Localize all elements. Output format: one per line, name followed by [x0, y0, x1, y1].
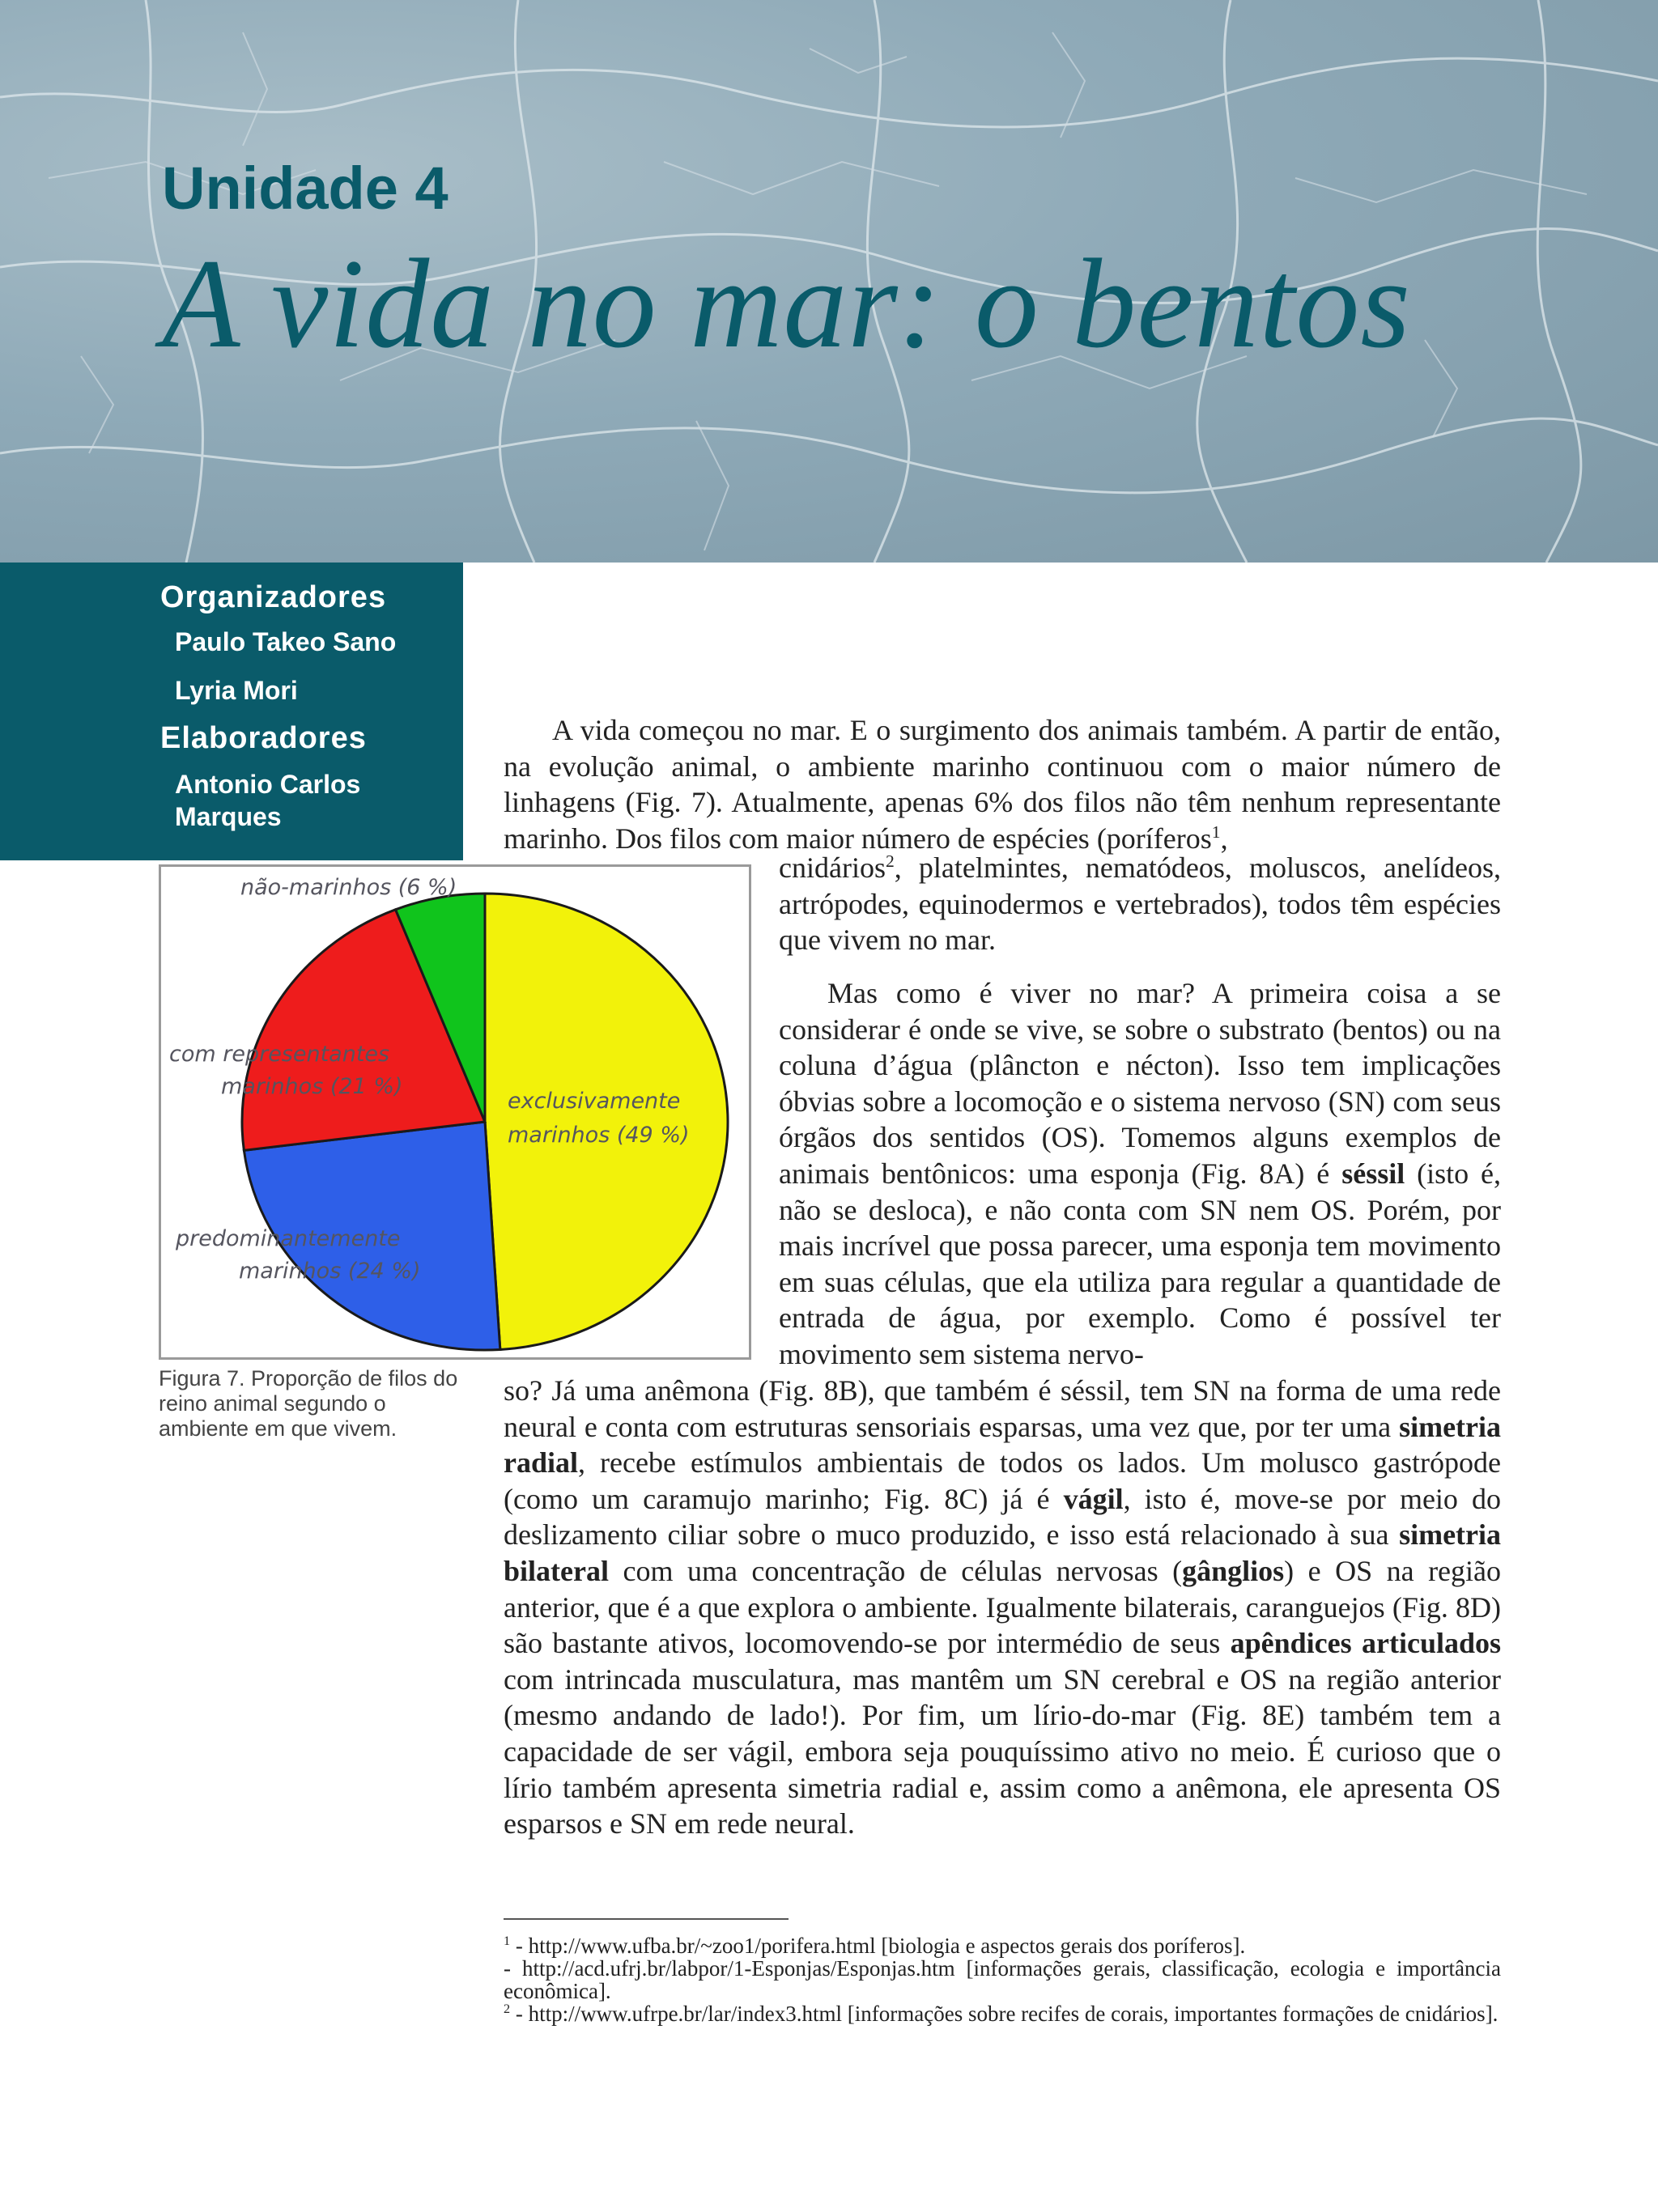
footnote-2: $^2$ - http://www.ufrpe.br/lar/index3.html [informações sobre recifes de corais, importantes formações de cnidários]. [504, 2002, 1499, 2026]
label-predominantemente-1: predominantemente [176, 1226, 401, 1251]
authors-heading: Elaboradores [160, 721, 367, 755]
label-predominantemente-2: marinhos (24 %) [239, 1259, 421, 1284]
pie-chart [161, 867, 749, 1357]
paragraph-2: cnidários$^2$, platelmintes, nematódeos, moluscos, anelídeos, artrópodes, equinodermos e vertebrados), todos têm espécies que vivem no mar. [779, 851, 1501, 957]
footnotes [504, 1934, 1501, 2025]
term-sessil: séssil [1341, 1157, 1405, 1190]
footnote-divider [504, 1918, 789, 1920]
term-simetria-radial: simetria radial [504, 1410, 1502, 1480]
unit-label: Unidade 4 [162, 155, 449, 222]
chapter-title: A vida no mar: o bentos [162, 233, 1411, 375]
pie-slice-exclusivamente-marinhos [485, 894, 728, 1349]
organizer-name: Lyria Mori [175, 676, 298, 705]
term-apendices-articulados: apêndices articulados [1230, 1627, 1501, 1660]
organizer-name: Paulo Takeo Sano [175, 627, 397, 656]
label-exclusivamente-2: marinhos (49 %) [508, 1123, 690, 1148]
credits-box [0, 563, 463, 860]
label-com-representantes-2: marinhos (21 %) [221, 1074, 403, 1099]
term-simetria-bilateral: simetria bilateral [504, 1518, 1502, 1587]
header-banner [0, 0, 1658, 563]
pie-chart-figure [159, 864, 751, 1360]
footnote-1b: - http://acd.ufrj.br/labpor/1-Esponjas/Esponjas.htm [informações gerais, classificação, ecologia e importância econômica]. [504, 1956, 1501, 2003]
footnote-ref-1: 1 [1211, 822, 1221, 842]
term-vagil: vágil [1063, 1482, 1124, 1515]
author-name: Antonio Carlos Marques [175, 770, 361, 831]
label-nao-marinhos: não-marinhos (6 %) [240, 875, 457, 900]
paragraph-4: so? Já uma anêmona (Fig. 8B), que também é séssil, tem SN na forma de uma rede neural e conta com estruturas sensoriais esparsas, uma vez que, por ter uma simetria radial, recebe estímulos ambientais de todos os lados. Um molusco gastrópode (como um caramujo marinho; Fig. 8C) já é vágil, isto é, move-se por meio do deslizamento ciliar sobre o muco produzido, e isso está relacionado à sua simetria bilateral com uma concentração de células nervosas (gânglios) e OS na região anterior, que é a que explora o ambiente. Igualmente bilaterais, caranguejos (Fig. 8D) são bastante ativos, locomovendo-se por intermédio de seus apêndices articulados com intrincada musculatura, mas mantêm um SN cerebral e OS na região anterior (mesmo andando de lado!). Por fim, um lírio-do-mar (Fig. 8E) também tem a capacidade de ser vágil, embora seja pouquíssimo ativo no meio. É curioso que o lírio também apresenta simetria radial e, assim como a anêmona, ele apresenta OS esparsos e SN em rede neural. [504, 1374, 1502, 1841]
organizers-heading: Organizadores [160, 580, 387, 614]
footnote-1: $^1$ - http://www.ufba.br/~zoo1/porifera.html [biologia e aspectos gerais dos poríferos]. [504, 1934, 1246, 1958]
footnote-ref-2: 2 [885, 851, 895, 871]
paragraph-1: A vida começou no mar. E o surgimento dos animais também. A partir de então, na evolução animal, o ambiente marinho continuou com o maior número de linhagens (Fig. 7). Atualmente, apenas 6% dos filos não têm nenhum representante marinho. Dos filos com maior número de espécies (poríferos$^1$, [504, 714, 1501, 855]
label-exclusivamente-1: exclusivamente [508, 1089, 681, 1114]
figure-caption: Figura 7. Proporção de filos do reino animal segundo o ambiente em que vivem. [159, 1366, 458, 1441]
paragraph-3: Mas como é viver no mar? A primeira coisa a se considerar é onde se vive, se sobre o substrato (bentos) ou na coluna d’água (plâncton e nécton). Isso tem implicações óbvias sobre a locomoção e o sistema nervoso (SN) com seus órgãos dos sentidos (OS). Tomemos alguns exemplos de animais bentônicos: uma esponja (Fig. 8A) é séssil (isto é, não se desloca), e não conta com SN nem OS. Porém, por mais incrível que possa parecer, uma esponja tem movimento em suas células, que ela utiliza para regular a quantidade de entrada de água, por exemplo. Como é possível ter movimento sem sistema nervo- [779, 977, 1502, 1370]
label-com-representantes-1: com representantes [169, 1042, 390, 1067]
term-ganglios: gânglios [1182, 1554, 1285, 1587]
